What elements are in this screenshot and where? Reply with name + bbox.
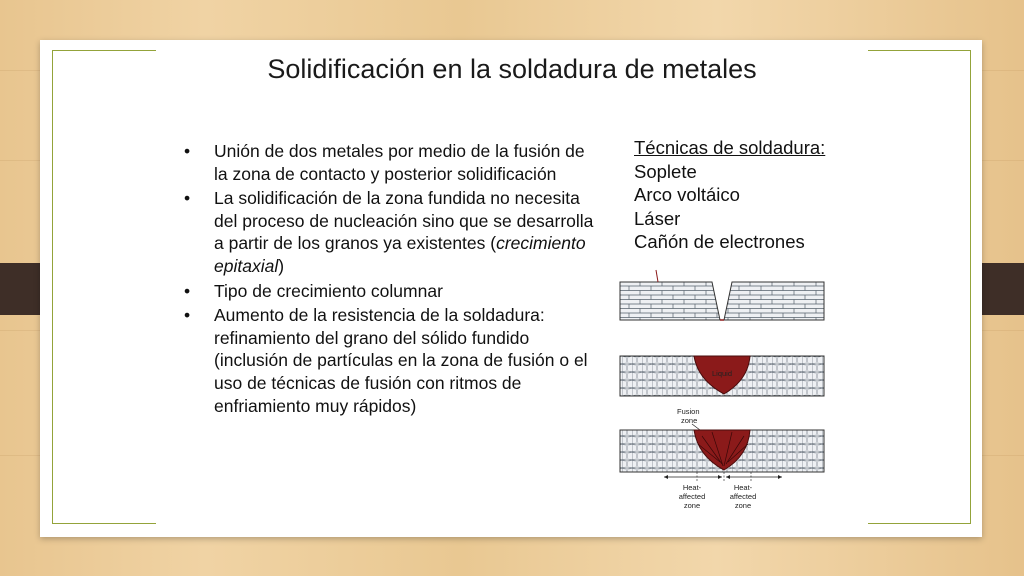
liquid-label: Liquid bbox=[712, 369, 733, 378]
bullet-text: Unión de dos metales por medio de la fusión de la zona de contacto y posterior solidificación bbox=[214, 141, 585, 184]
bullet-item bbox=[182, 304, 602, 417]
bullet-item bbox=[182, 187, 602, 277]
bullet-dot: • bbox=[184, 141, 191, 161]
bullet-text: Tipo de crecimiento columnar bbox=[214, 280, 443, 301]
bullet-text-part: ) bbox=[278, 255, 285, 276]
bullet-dot: • bbox=[184, 188, 191, 209]
fusion-label: zone bbox=[681, 416, 698, 425]
bullet-text: Aumento de la resistencia de la soldadura: refinamiento del grano del sólido fundido (inclusión de partículas en la zona de fusión o el uso de técnicas de fusión con ritmos de enfriamiento muy rápidos) bbox=[214, 305, 588, 416]
technique-item: Láser bbox=[634, 207, 681, 229]
bullet-dot: • bbox=[184, 280, 191, 301]
bullet-dot: • bbox=[184, 305, 191, 326]
bullet-item bbox=[182, 140, 602, 185]
stage-fusion bbox=[620, 407, 824, 510]
haz-right-label: Heat- bbox=[733, 483, 753, 492]
bullet-emphasis: crecimiento epitaxial bbox=[214, 233, 586, 276]
fusion-label: Fusion bbox=[677, 407, 700, 416]
technique-item: Soplete bbox=[634, 160, 697, 182]
welding-diagram bbox=[602, 268, 842, 518]
stage-liquid bbox=[620, 356, 824, 396]
technique-item: Arco voltáico bbox=[634, 184, 740, 205]
bullet-item bbox=[182, 280, 602, 303]
haz-left-label: Heat- bbox=[682, 483, 702, 492]
stage-groove bbox=[620, 270, 824, 320]
techniques-heading: Técnicas de soldadura: bbox=[634, 137, 826, 158]
slide-title: Solidificación en la soldadura de metales bbox=[267, 54, 757, 84]
bullet-list bbox=[182, 140, 602, 419]
haz-left-label: affected bbox=[678, 492, 706, 501]
bullet-text-part: La solidificación de la zona fundida no necesita del proceso de nucleación sino que se desarrolla a partir de los granos ya existentes ( bbox=[214, 188, 594, 254]
technique-item: Cañón de electrones bbox=[634, 231, 805, 252]
haz-right-label: zone bbox=[734, 501, 752, 510]
bullet-text bbox=[214, 188, 593, 276]
haz-left-label: zone bbox=[683, 501, 701, 510]
techniques-panel bbox=[634, 136, 825, 254]
haz-right-label: affected bbox=[729, 492, 757, 501]
